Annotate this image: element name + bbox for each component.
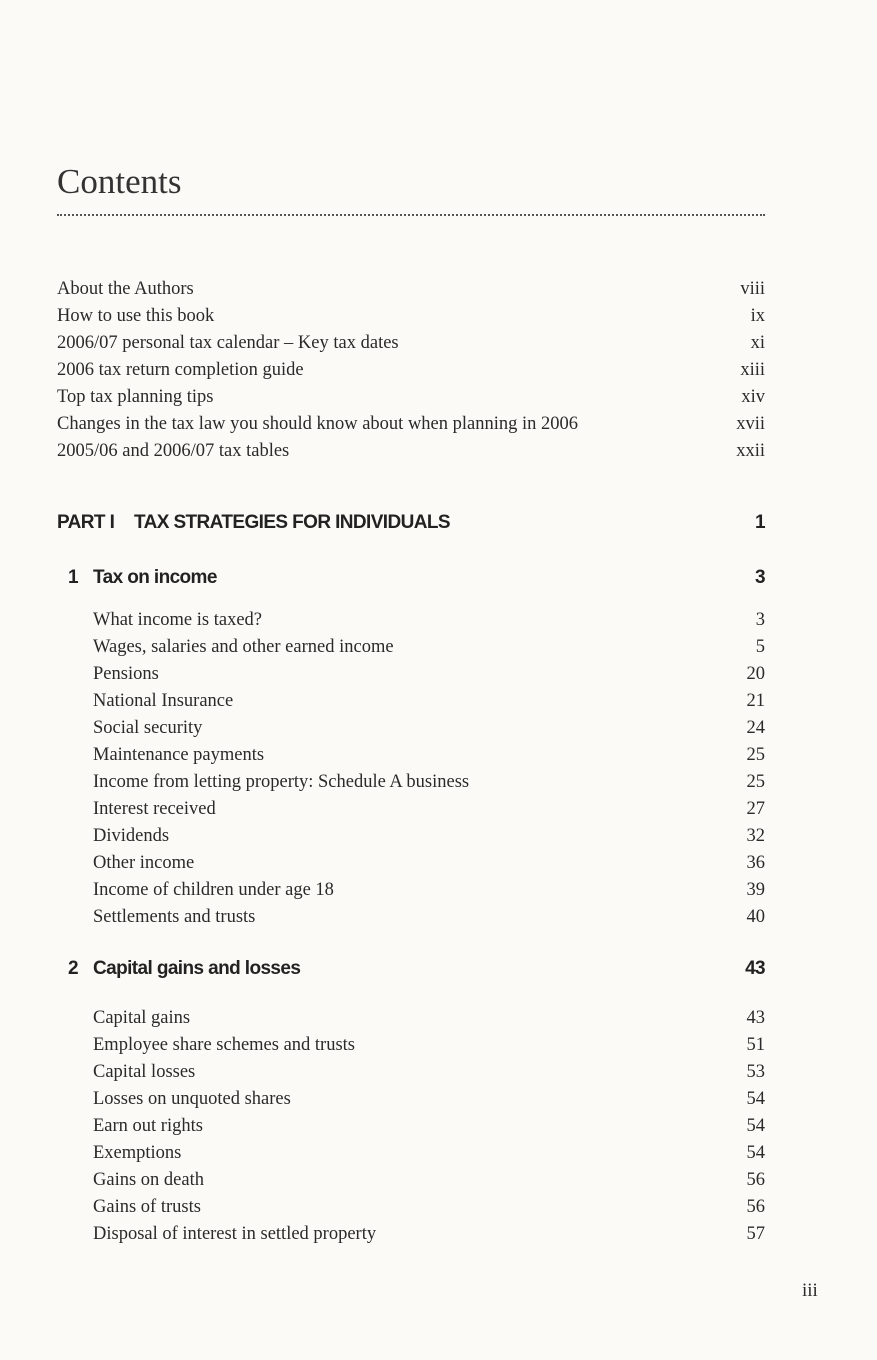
toc-entry-label: Exemptions: [93, 1143, 182, 1163]
toc-entry[interactable]: [57, 303, 765, 330]
toc-entry-label: 2006 tax return completion guide: [57, 360, 304, 380]
toc-entry[interactable]: [93, 1113, 765, 1140]
toc-entry-page: 54: [746, 1143, 765, 1163]
toc-entry-label: Pensions: [93, 664, 159, 684]
toc-entry-page: 5: [755, 637, 765, 657]
chapter-number: 2: [68, 958, 78, 979]
toc-entry-label: Wages, salaries and other earned income: [93, 637, 394, 657]
toc-entry-page: 53: [746, 1062, 765, 1082]
toc-entry-page: 54: [746, 1116, 765, 1136]
dotted-rule: [57, 214, 765, 216]
toc-entry-label: Other income: [93, 853, 195, 873]
toc-entry-page: viii: [740, 279, 765, 299]
page-title: Contents: [57, 162, 182, 201]
toc-entry[interactable]: [93, 1167, 765, 1194]
part-heading[interactable]: [57, 512, 765, 534]
chapter-heading[interactable]: [57, 567, 765, 589]
toc-entry-page: 56: [746, 1170, 765, 1190]
toc-entry-page: xvii: [736, 414, 765, 434]
toc-entry[interactable]: [93, 1086, 765, 1113]
toc-entry[interactable]: [93, 769, 765, 796]
chapter-page: 3: [755, 567, 765, 588]
toc-entry[interactable]: [93, 1194, 765, 1221]
toc-entry-label: National Insurance: [93, 691, 234, 711]
toc-entry[interactable]: [93, 823, 765, 850]
toc-entry-label: Interest received: [93, 799, 216, 819]
toc-entry[interactable]: [57, 330, 765, 357]
toc-entry-page: 21: [746, 691, 765, 711]
toc-entry-label: Maintenance payments: [93, 745, 265, 765]
chapter-2-sections: [93, 1005, 765, 1248]
toc-entry-label: How to use this book: [57, 306, 215, 326]
toc-entry-label: 2005/06 and 2006/07 tax tables: [57, 441, 290, 461]
toc-entry[interactable]: [93, 715, 765, 742]
toc-entry-label: Changes in the tax law you should know about when planning in 2006: [57, 414, 579, 434]
toc-entry-label: 2006/07 personal tax calendar – Key tax dates: [57, 333, 399, 353]
toc-entry-label: What income is taxed?: [93, 610, 263, 630]
toc-entry[interactable]: [93, 877, 765, 904]
toc-entry-page: 51: [746, 1035, 765, 1055]
toc-entry-page: 43: [746, 1008, 765, 1028]
toc-entry-label: Gains on death: [93, 1170, 204, 1190]
toc-entry-page: xi: [750, 333, 765, 353]
toc-entry[interactable]: [57, 384, 765, 411]
toc-entry-page: 24: [746, 718, 765, 738]
part-label: PART I: [57, 512, 115, 533]
toc-entry-label: About the Authors: [57, 279, 194, 299]
toc-entry-label: Gains of trusts: [93, 1197, 201, 1217]
toc-entry[interactable]: [57, 438, 765, 465]
toc-entry-page: 3: [755, 610, 765, 630]
part-page: 1: [755, 512, 765, 533]
toc-entry-page: 56: [746, 1197, 765, 1217]
toc-entry[interactable]: [93, 850, 765, 877]
toc-entry-page: 57: [746, 1224, 765, 1244]
front-matter-list: [57, 276, 765, 465]
toc-entry-page: 39: [746, 880, 765, 900]
toc-entry-label: Capital gains: [93, 1008, 191, 1028]
toc-entry-page: 25: [746, 745, 765, 765]
toc-entry[interactable]: [57, 357, 765, 384]
toc-entry[interactable]: [93, 1005, 765, 1032]
toc-entry[interactable]: [93, 1221, 765, 1248]
toc-entry-label: Income of children under age 18: [93, 880, 334, 900]
toc-entry[interactable]: [93, 607, 765, 634]
toc-entry-page: xxii: [736, 441, 765, 461]
chapter-title: Capital gains and losses: [93, 958, 301, 979]
toc-entry-page: 36: [746, 853, 765, 873]
toc-entry[interactable]: [57, 411, 765, 438]
toc-entry-page: xiv: [741, 387, 765, 407]
chapter-number: 1: [68, 567, 78, 588]
toc-entry[interactable]: [93, 634, 765, 661]
toc-entry[interactable]: [93, 742, 765, 769]
toc-entry-label: Losses on unquoted shares: [93, 1089, 291, 1109]
page-number: iii: [802, 1280, 818, 1301]
toc-entry-page: xiii: [740, 360, 765, 380]
toc-entry[interactable]: [57, 276, 765, 303]
toc-entry-label: Dividends: [93, 826, 170, 846]
toc-entry-page: 40: [746, 907, 765, 927]
chapter-heading[interactable]: [57, 958, 765, 980]
toc-entry[interactable]: [93, 1059, 765, 1086]
toc-entry[interactable]: [93, 796, 765, 823]
toc-entry[interactable]: [93, 661, 765, 688]
toc-entry[interactable]: [93, 904, 765, 931]
toc-entry-label: Capital losses: [93, 1062, 196, 1082]
toc-entry[interactable]: [93, 1032, 765, 1059]
toc-entry[interactable]: [93, 688, 765, 715]
chapter-1-sections: [93, 607, 765, 931]
toc-entry-page: 32: [746, 826, 765, 846]
toc-entry-page: 20: [746, 664, 765, 684]
toc-entry-page: 25: [746, 772, 765, 792]
toc-entry-label: Settlements and trusts: [93, 907, 256, 927]
toc-entry-page: 54: [746, 1089, 765, 1109]
toc-entry-label: Earn out rights: [93, 1116, 203, 1136]
toc-entry-page: 27: [746, 799, 765, 819]
toc-entry-label: Disposal of interest in settled property: [93, 1224, 377, 1244]
toc-entry-label: Income from letting property: Schedule A business: [93, 772, 470, 792]
chapter-title: Tax on income: [93, 567, 217, 588]
toc-entry-label: Social security: [93, 718, 203, 738]
chapter-page: 43: [745, 958, 765, 979]
part-title: TAX STRATEGIES FOR INDIVIDUALS: [134, 512, 450, 533]
toc-entry-label: Employee share schemes and trusts: [93, 1035, 356, 1055]
toc-entry-label: Top tax planning tips: [57, 387, 214, 407]
toc-entry[interactable]: [93, 1140, 765, 1167]
toc-entry-page: ix: [750, 306, 765, 326]
